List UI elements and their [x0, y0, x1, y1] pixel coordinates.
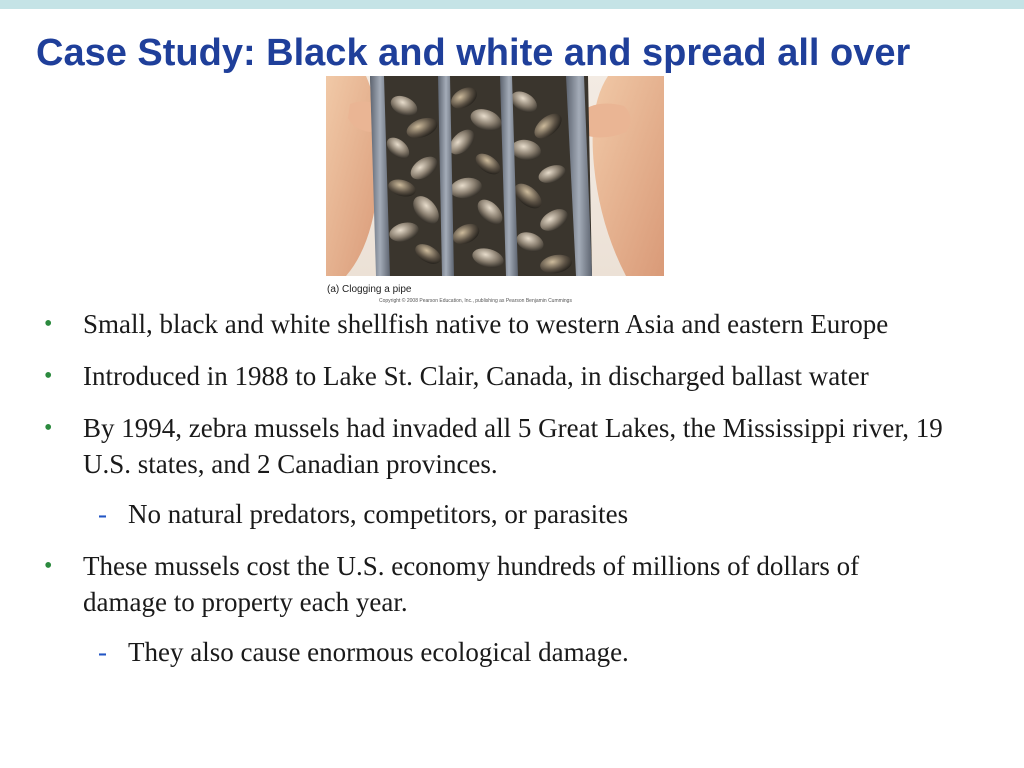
bullet-item: [44, 358, 944, 394]
top-accent-bar: [0, 0, 1024, 9]
figure-copyright: Copyright © 2008 Pearson Education, Inc., publishing as Pearson Benjamin Cummings: [379, 298, 572, 304]
bullet-marker: •: [44, 363, 53, 389]
bullet-item: [44, 548, 944, 620]
bullet-item: [44, 306, 944, 342]
sub-bullet-text: They also cause enormous ecological damage.: [128, 637, 629, 667]
bullet-marker: •: [44, 415, 53, 441]
sub-bullet-item: [44, 496, 944, 532]
sub-bullet-item: [44, 634, 944, 670]
bullet-marker: •: [44, 311, 53, 337]
bullet-marker: •: [44, 553, 53, 579]
bullet-item: [44, 410, 944, 482]
bullet-text: Small, black and white shellfish native to western Asia and eastern Europe: [83, 309, 889, 339]
bullet-list: [44, 306, 944, 686]
sub-bullet-text: No natural predators, competitors, or parasites: [128, 499, 629, 529]
dash-marker: -: [98, 637, 107, 667]
bullet-text: Introduced in 1988 to Lake St. Clair, Canada, in discharged ballast water: [83, 361, 869, 391]
slide-title: Case Study: Black and white and spread all over: [36, 32, 911, 74]
bullet-text: By 1994, zebra mussels had invaded all 5 Great Lakes, the Mississippi river, 19 U.S. states, and 2 Canadian provinces.: [83, 413, 943, 479]
dash-marker: -: [98, 499, 107, 529]
bullet-text: These mussels cost the U.S. economy hundreds of millions of dollars of damage to property each year.: [83, 551, 860, 617]
figure-caption: (a) Clogging a pipe: [327, 284, 412, 295]
zebra-mussels-in-pipe-photo: [326, 76, 664, 276]
